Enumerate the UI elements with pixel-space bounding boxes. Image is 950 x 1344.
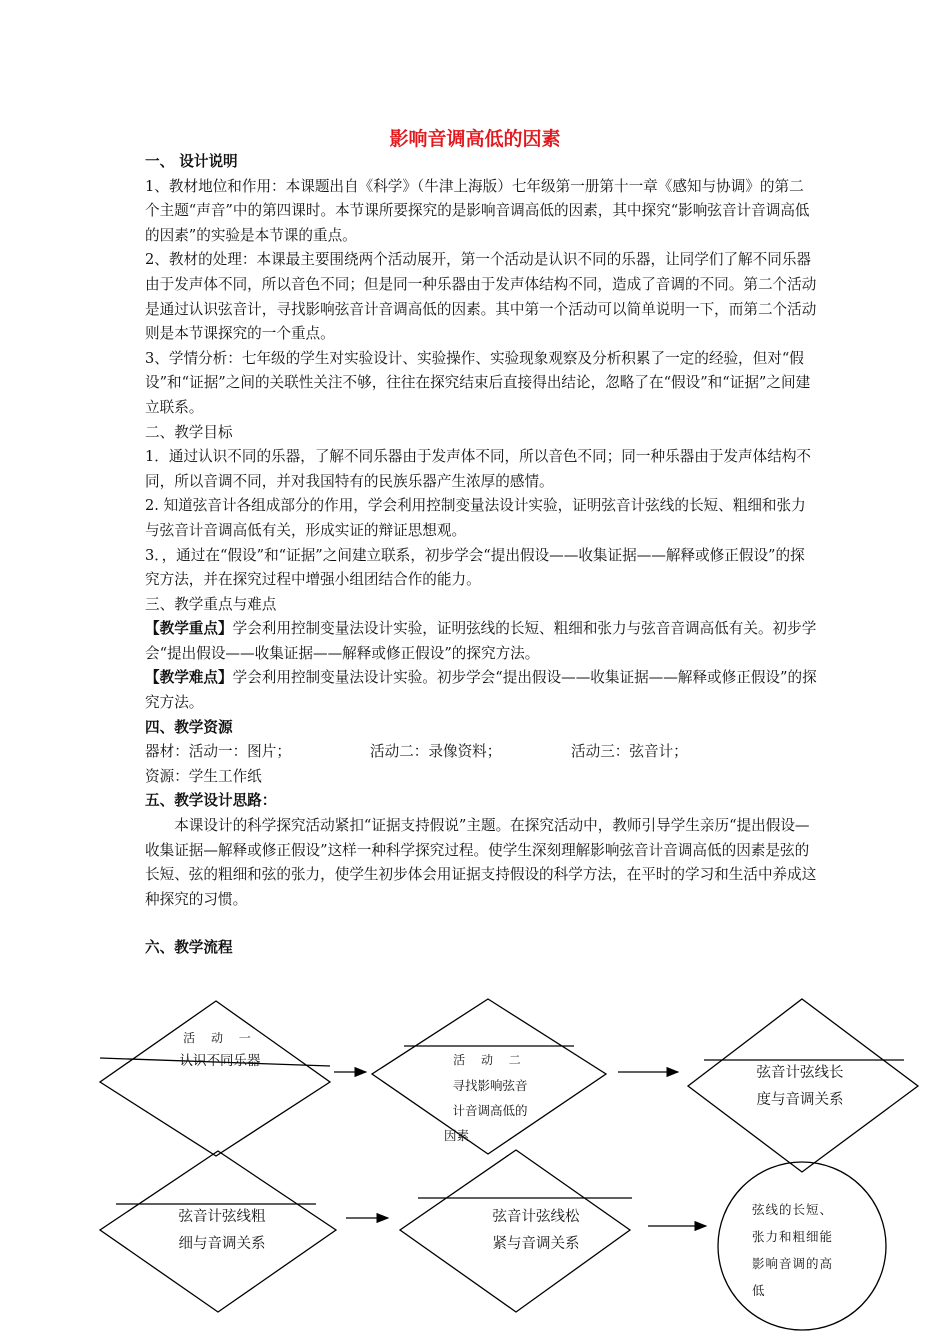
section-1-paragraph-1: 1、教材地位和作用：本课题出自《科学》（牛津上海版）七年级第一册第十一章《感知与协调》的第二个主题“声音”中的第四课时。本节课所要探究的是影响音调高低的因素，其中探究“影响弦音计音调高低的因素”的实验是本节课的重点。	[145, 177, 810, 244]
equipment-activity-1: 器材：活动一：图片；	[145, 743, 291, 761]
flow-node-6-text	[752, 1196, 858, 1304]
flow-node-2-text	[428, 1048, 552, 1148]
flow-node-5-line-2: 紧与音调关系	[492, 1236, 580, 1252]
section-3-heading: 三、教学重点与难点	[145, 595, 277, 613]
section-4-heading: 四、教学资源	[145, 718, 233, 736]
flow-node-1-label: 认识不同乐器	[179, 1053, 261, 1069]
resource-row: 资源：学生工作纸	[145, 767, 262, 785]
section-6-heading: 六、教学流程	[145, 939, 233, 957]
flow-node-5-line-1: 弦音计弦线松	[492, 1209, 580, 1225]
equipment-activity-2: 活动二：录像资料；	[370, 743, 502, 761]
key-point-text: 学会利用控制变量法设计实验，证明弦线的长短、粗细和张力与弦音音调高低有关。初步学会“提出假设——收集证据——解释或修正假设”的探究方法。	[145, 620, 817, 662]
section-2-heading: 二、教学目标	[145, 423, 233, 441]
flow-node-6-line-2: 张力和粗细能	[752, 1229, 834, 1244]
flow-node-3-line-2: 度与音调关系	[756, 1092, 844, 1108]
equipment-row	[145, 740, 817, 765]
document-body	[145, 150, 817, 961]
flow-node-3-text	[730, 1060, 870, 1114]
difficulty-paragraph	[145, 666, 817, 715]
flow-node-2-line-3: 因素	[444, 1128, 470, 1143]
section-2-paragraph-3: 3．，通过在“假设”和“证据”之间建立联系，初步学会“提出假设——收集证据——解释或修正假设”的探究方法，并在探究过程中增强小组团结合作的能力。	[145, 546, 805, 589]
flow-node-6-line-3: 影响音调的高	[752, 1256, 834, 1271]
flow-node-6-line-4: 低	[752, 1283, 766, 1298]
flow-node-2-caption: 活 动 二	[453, 1053, 527, 1067]
key-point-paragraph	[145, 617, 817, 666]
flow-node-5-text	[466, 1204, 606, 1258]
difficulty-text: 学会利用控制变量法设计实验。初步学会“提出假设——收集证据——解释或修正假设”的探究方法。	[145, 669, 817, 712]
section-5-paragraph: 本课设计的科学探究活动紧扣“证据支持假说”主题。在探究活动中，教师引导学生亲历“提出假设—收集证据—解释或修正假设”这样一种科学探究过程。使学生深刻理解影响弦音计音调高低的因素是弦的长短、弦的粗细和弦的张力，使学生初步体会用证据支持假设的科学方法，在平时的学习和生活中养成这种探究的习惯。	[145, 817, 817, 908]
section-2-paragraph-1: 1．通过认识不同的乐器，了解不同乐器由于发声体不同，所以音色不同；同一种乐器由于发声体结构不同，所以音调不同，并对我国特有的民族乐器产生浓厚的感情。	[145, 448, 812, 490]
flow-node-4-line-2: 细与音调关系	[178, 1236, 266, 1252]
flow-node-4-line-1: 弦音计弦线粗	[178, 1209, 266, 1225]
section-2-paragraph-2: 2. 知道弦音计各组成部分的作用，学会利用控制变量法设计实验，证明弦音计弦线的长短、粗细和张力与弦音计音调高低有关，形成实证的辩证思想观。	[145, 497, 806, 539]
key-point-label: 【教学重点】	[145, 620, 233, 638]
section-5-heading: 五、教学设计思路：	[145, 792, 277, 810]
teaching-flowchart	[0, 990, 950, 1344]
flow-node-2-line-2: 计音调高低的	[452, 1103, 528, 1118]
document-title: 影响音调高低的因素	[389, 128, 561, 150]
section-1-paragraph-3: 3、学情分析：七年级的学生对实验设计、实验操作、实验现象观察及分析积累了一定的经验，但对“假设”和“证据”之间的关联性关注不够，往往在探究结束后直接得出结论，忽略了在“假设”和“证据”之间建立联系。	[145, 349, 811, 416]
section-1-paragraph-2: 2、教材的处理：本课最主要围绕两个活动展开，第一个活动是认识不同的乐器，让同学们了解不同乐器由于发声体不同，所以音色不同；但是同一种乐器由于发声体结构不同，造成了音调的不同。第二个活动是通过认识弦音计，寻找影响弦音计音调高低的因素。其中第一个活动可以简单说明一下，而第二个活动则是本节课探究的一个重点。	[145, 251, 817, 343]
flow-node-2-line-1: 寻找影响弦音	[452, 1078, 528, 1093]
flow-node-4-text	[152, 1204, 292, 1258]
flow-node-6-line-1: 弦线的长短、	[752, 1202, 834, 1217]
flow-node-1-diamond	[100, 1001, 330, 1156]
difficulty-label: 【教学难点】	[145, 669, 233, 687]
section-1-heading: 一、 设计说明	[145, 153, 238, 170]
equipment-activity-3: 活动三：弦音计；	[571, 743, 688, 761]
flow-node-3-line-1: 弦音计弦线长	[756, 1065, 844, 1081]
flow-node-1-text	[150, 1028, 290, 1075]
flow-node-1-caption: 活 动 一	[183, 1031, 257, 1045]
